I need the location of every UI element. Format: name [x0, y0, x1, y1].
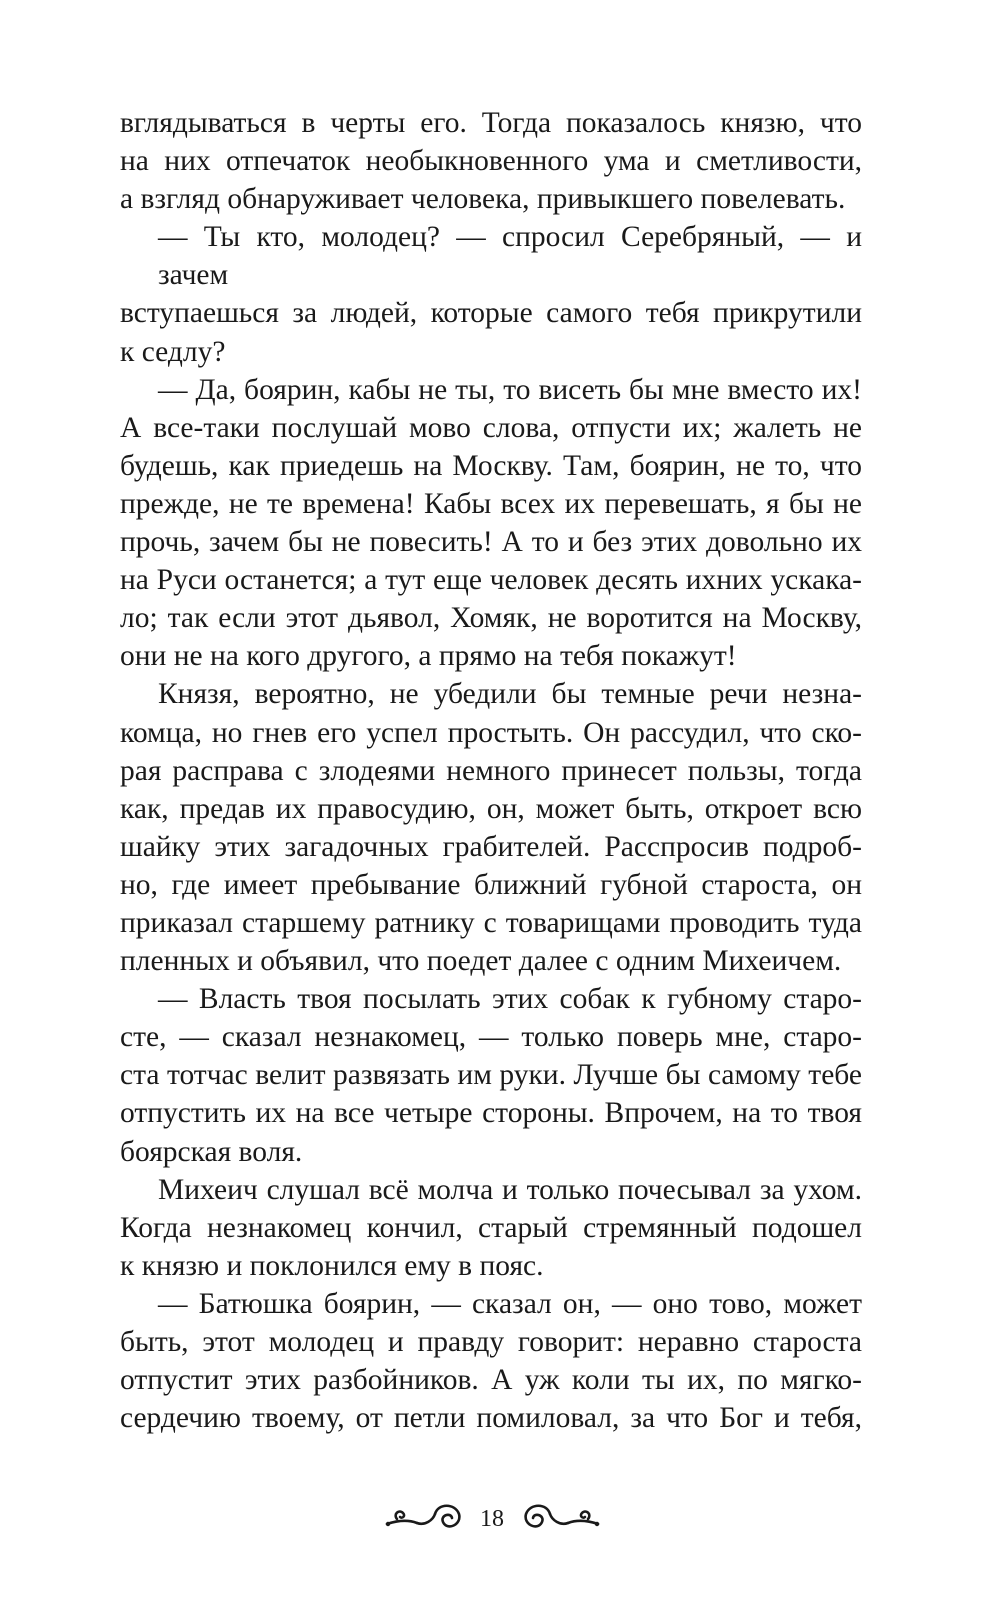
- text-line: на Руси останется; а тут еще человек десять ихних ускака-: [120, 564, 862, 597]
- flourish-left-icon: [385, 1498, 471, 1538]
- text-line: вступаешься за людей, которые самого тебя прикрутили: [120, 297, 862, 330]
- text-line: они не на кого другого, а прямо на тебя покажут!: [120, 640, 737, 673]
- page-footer: [0, 1498, 1000, 1546]
- text-line: будешь, как приедешь на Москву. Там, боярин, не то, что: [120, 449, 862, 482]
- paragraph: [120, 675, 862, 980]
- text-line: но, где имеет пребывание ближний губной староста, он: [120, 868, 862, 901]
- text-line: отпустит этих разбойников. А уж коли ты их, по мягко-: [120, 1364, 862, 1397]
- text-line: быть, этот молодец и правду говорит: неравно староста: [120, 1326, 862, 1358]
- text-line: — Да, боярин, кабы не ты, то висеть бы мне вместо их!: [158, 373, 862, 406]
- text-line: прежде, не те времена! Кабы всех их перевешать, я бы не: [120, 487, 862, 520]
- paragraph: [120, 104, 862, 218]
- body-text: [120, 104, 862, 1437]
- text-line: ло; так если этот дьявол, Хомяк, не воротится на Москву,: [120, 602, 862, 635]
- text-line: на них отпечаток необыкновенного ума и сметливости,: [120, 145, 862, 178]
- page-number: 18: [480, 1506, 504, 1532]
- text-line: ста тотчас велит развязать им руки. Лучше бы самому тебе: [120, 1059, 862, 1092]
- text-line: приказал старшему ратнику с товарищами проводить туда: [120, 906, 862, 939]
- text-line: шайку этих загадочных грабителей. Расспросив подроб-: [120, 830, 862, 863]
- paragraph: [120, 1171, 862, 1285]
- text-line: Михеич слушал всё молча и только почесывал за ухом.: [158, 1173, 862, 1206]
- text-line: — Батюшка боярин, — сказал он, — оно тово, может: [158, 1287, 862, 1320]
- text-line: Когда незнакомец кончил, старый стремянный подошел: [120, 1211, 862, 1244]
- text-line: — Власть твоя посылать этих собак к губному старо-: [158, 983, 862, 1016]
- text-line: прочь, зачем бы не повесить! А то и без этих довольно их: [120, 526, 862, 559]
- text-line: к седлу?: [120, 335, 226, 368]
- text-line: рая расправа с злодеями немного принесет пользы, тогда: [120, 754, 862, 787]
- text-line: боярская воля.: [120, 1135, 303, 1168]
- text-line: — Ты кто, молодец? — спросил Серебряный, — и зачем: [158, 221, 862, 292]
- text-line: сте, — сказал незнакомец, — только поверь мне, старо-: [120, 1021, 862, 1054]
- flourish-right-icon: [514, 1498, 600, 1538]
- text-line: сердечию твоему, от петли помиловал, за что Бог и тебя,: [120, 1402, 862, 1435]
- text-line: А все-таки послушай мово слова, отпусти их; жалеть не: [120, 411, 862, 444]
- text-line: к князю и поклонился ему в пояс.: [120, 1249, 544, 1282]
- text-line: Князя, вероятно, не убедили бы темные речи незна-: [158, 678, 862, 711]
- text-line: комца, но гнев его успел простыть. Он рассудил, что ско-: [120, 716, 862, 749]
- text-line: пленных и объявил, что поедет далее с одним Михеичем.: [120, 945, 842, 978]
- text-line: как, предав их правосудию, он, может быть, откроет всю: [120, 792, 862, 825]
- paragraph: [120, 1285, 862, 1437]
- text-line: вглядываться в черты его. Тогда показалось князю, что: [120, 107, 862, 139]
- paragraph: [120, 371, 862, 676]
- paragraph: [120, 218, 862, 370]
- text-line: отпустить их на все четыре стороны. Впрочем, на то твоя: [120, 1097, 862, 1130]
- text-line: а взгляд обнаруживает человека, привыкшего повелевать.: [120, 183, 846, 216]
- paragraph: [120, 980, 862, 1170]
